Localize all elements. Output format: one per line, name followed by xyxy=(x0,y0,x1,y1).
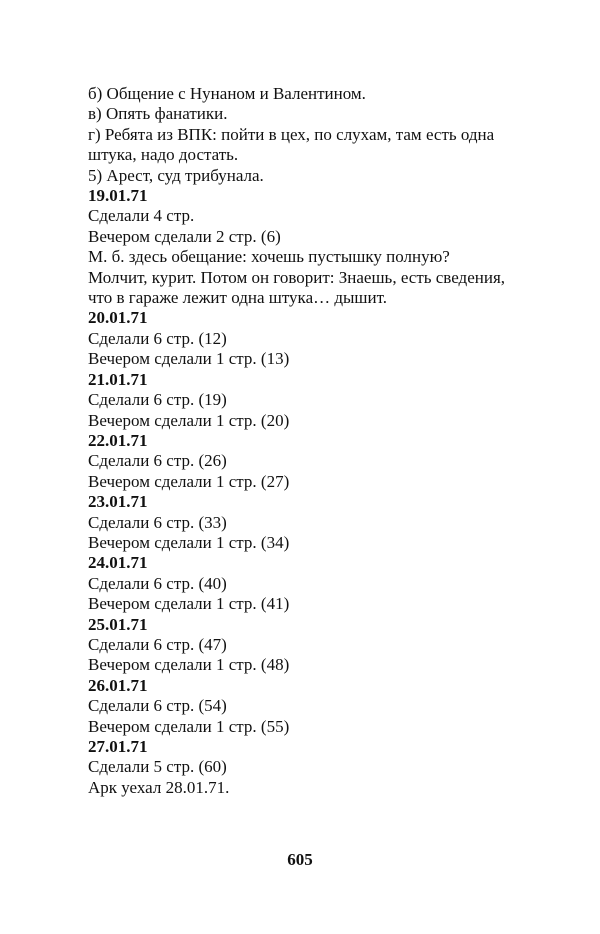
diary-entry-line: М. б. здесь обещание: хочешь пустышку полную? xyxy=(88,247,450,267)
diary-entry-line: Вечером сделали 1 стр. (34) xyxy=(88,532,290,552)
outline-item-b: б) Общение с Нунаном и Валентином. xyxy=(88,84,366,103)
page-number: 605 xyxy=(287,850,313,869)
page-body xyxy=(88,84,520,798)
diary-entry-line: Молчит, курит. Потом он говорит: Знаешь, есть сведения, xyxy=(88,267,506,287)
diary-entry-line: Сделали 6 стр. (19) xyxy=(88,390,227,410)
outline-item-g-line-1: г) Ребята из ВПК: пойти в цех, по слухам, там есть одна xyxy=(88,124,495,144)
diary-date-heading: 22.01.71 xyxy=(88,430,148,450)
diary-entry-line: что в гараже лежит одна штука… дышит. xyxy=(88,288,388,308)
diary-date-heading: 27.01.71 xyxy=(88,737,148,756)
diary-entry-line: Сделали 5 стр. (60) xyxy=(88,757,227,777)
diary-date-heading: 25.01.71 xyxy=(88,614,148,634)
diary-entry-line: Сделали 6 стр. (33) xyxy=(88,512,227,532)
diary-entry-line: Вечером сделали 1 стр. (55) xyxy=(88,716,290,736)
diary-entry-line: Сделали 6 стр. (12) xyxy=(88,328,227,348)
diary-entry-line: Вечером сделали 1 стр. (13) xyxy=(88,349,290,369)
diary-date-heading: 21.01.71 xyxy=(88,369,148,389)
diary-entry-line: Вечером сделали 1 стр. (41) xyxy=(88,594,290,614)
diary-entry-line: Сделали 6 стр. (40) xyxy=(88,573,227,593)
diary-entry-line: Вечером сделали 2 стр. (6) xyxy=(88,226,281,246)
diary-date-heading: 26.01.71 xyxy=(88,675,148,695)
diary-entry-line: Вечером сделали 1 стр. (20) xyxy=(88,410,290,430)
diary-date-heading: 24.01.71 xyxy=(88,553,148,573)
diary-entry-line: Вечером сделали 1 стр. (48) xyxy=(88,655,290,675)
outline-item-g-line-2: штука, надо достать. xyxy=(88,145,239,165)
diary-date-heading: 20.01.71 xyxy=(88,308,148,328)
diary-entry-line: Вечером сделали 1 стр. (27) xyxy=(88,471,290,491)
diary-date-heading: 19.01.71 xyxy=(88,186,148,206)
diary-entry-line: Арк уехал 28.01.71. xyxy=(88,777,230,797)
diary-date-heading: 23.01.71 xyxy=(88,492,148,512)
outline-item-v: в) Опять фанатики. xyxy=(88,104,228,124)
diary-entry-line: Сделали 6 стр. (26) xyxy=(88,451,227,471)
diary-entry-line: Сделали 4 стр. xyxy=(88,206,195,226)
diary-entry-line: Сделали 6 стр. (54) xyxy=(88,696,227,716)
diary-entry-line: Сделали 6 стр. (47) xyxy=(88,634,227,654)
outline-item-5: 5) Арест, суд трибунала. xyxy=(88,165,264,185)
